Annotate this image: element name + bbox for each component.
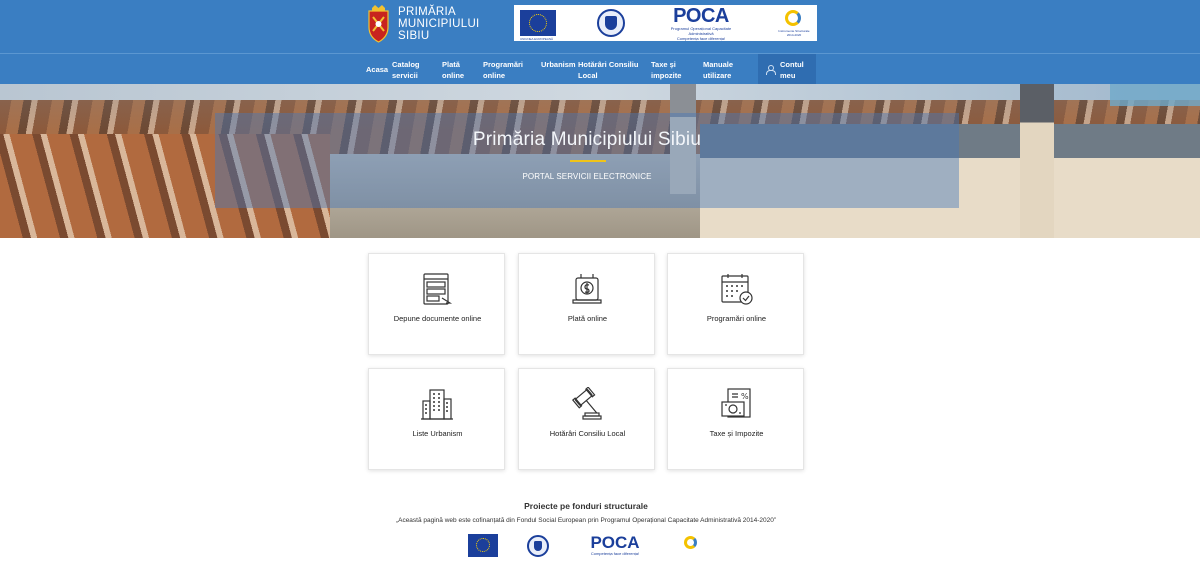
nav-label: Taxe și — [651, 60, 676, 69]
gavel-icon — [571, 387, 603, 421]
card-label: Hotărâri Consiliu Local — [549, 429, 626, 438]
nav-label: servicii — [392, 71, 418, 80]
structural-instruments-logo-icon — [678, 534, 704, 558]
tax-icon — [720, 387, 752, 421]
card-hotarari-consiliu-local[interactable] — [518, 368, 655, 470]
poca-subtitle: Competența face diferența! — [590, 551, 640, 556]
sibiu-crest-icon — [365, 5, 392, 43]
nav-label: impozite — [651, 71, 682, 80]
poca-subtitle-2: Competența face diferența! — [676, 35, 726, 41]
hero-subtitle: PORTAL SERVICII ELECTRONICE — [522, 172, 652, 181]
card-label: Taxe și Impozite — [709, 429, 764, 438]
account-button[interactable] — [758, 54, 816, 85]
card-depune-documente[interactable] — [368, 253, 505, 355]
funding-logos-banner — [514, 5, 817, 41]
card-label: Depune documente online — [393, 314, 482, 323]
svg-text:%: % — [741, 392, 749, 401]
funding-section-title: Proiecte pe fonduri structurale — [524, 501, 648, 511]
buildings-icon — [421, 387, 453, 421]
nav-item-manuale-utilizare[interactable] — [703, 59, 733, 81]
hero-divider — [570, 160, 606, 162]
brand-line-2: MUNICIPIULUI — [398, 18, 480, 30]
structural-instruments-caption: Instrumente Structurale 2014-2020 — [778, 29, 810, 37]
funding-disclaimer: „Această pagină web este cofinanțată din Fondul Social European prin Programul Operațional Capacitate Administrativă 2014-2020” — [395, 517, 777, 524]
nav-item-programari-online[interactable] — [483, 59, 523, 81]
brand-line-3: SIBIU — [398, 30, 430, 42]
brand-logo[interactable] — [365, 5, 480, 43]
eu-flag-icon — [468, 534, 498, 557]
card-taxe-impozite[interactable] — [667, 368, 804, 470]
nav-label: online — [483, 71, 506, 80]
nav-item-acasa[interactable] — [366, 64, 388, 75]
romanian-government-seal-icon — [597, 9, 625, 37]
card-programari-online[interactable] — [667, 253, 804, 355]
poca-logo — [666, 6, 736, 41]
poca-text: POCA — [673, 4, 729, 27]
account-label-line-1: Contul — [780, 59, 804, 69]
nav-label: Urbanism — [541, 60, 576, 69]
footer-funding-logos — [468, 534, 708, 559]
card-label: Plată online — [567, 314, 608, 323]
nav-label: utilizare — [703, 71, 732, 80]
nav-label: Manuale — [703, 60, 734, 69]
user-icon — [766, 65, 774, 74]
account-label — [780, 59, 804, 81]
nav-label: Hotărâri Consiliu — [578, 60, 639, 69]
payment-icon — [571, 272, 603, 306]
nav-item-hotarari-consiliu-local[interactable] — [578, 59, 638, 81]
romanian-government-seal-icon — [527, 535, 549, 557]
documents-icon — [421, 272, 453, 306]
account-label-line-2: meu — [780, 70, 796, 80]
card-plata-online[interactable] — [518, 253, 655, 355]
poca-text: POCA — [590, 533, 640, 552]
calendar-icon — [720, 272, 754, 306]
eu-flag-icon — [520, 10, 556, 41]
nav-label: Local — [578, 71, 598, 80]
nav-item-catalog-servicii[interactable] — [392, 59, 420, 81]
nav-label: Catalog — [392, 60, 420, 69]
poca-subtitle-1: Programul Operațional Capacitate Administrativă — [670, 25, 732, 36]
brand-text — [398, 6, 480, 42]
card-liste-urbanism[interactable] — [368, 368, 505, 470]
nav-label: online — [442, 71, 465, 80]
nav-label: Programări — [483, 60, 524, 69]
card-label: Liste Urbanism — [412, 429, 463, 438]
structural-instruments-logo-icon — [777, 8, 811, 38]
nav-label: Plată — [442, 60, 460, 69]
header-bar — [0, 0, 1200, 53]
hero-title: Primăria Municipiului Sibiu — [472, 129, 702, 150]
brand-line-1: PRIMĂRIA — [398, 6, 456, 18]
nav-item-plata-online[interactable] — [442, 59, 464, 81]
poca-logo — [587, 534, 643, 556]
nav-label: Acasa — [366, 65, 389, 74]
nav-item-taxe-impozite[interactable] — [651, 59, 681, 81]
card-label: Programări online — [706, 314, 767, 323]
eu-caption: UNIUNEA EUROPEANĂ — [520, 37, 554, 41]
nav-item-urbanism[interactable] — [541, 59, 576, 70]
main-nav — [0, 53, 1200, 84]
